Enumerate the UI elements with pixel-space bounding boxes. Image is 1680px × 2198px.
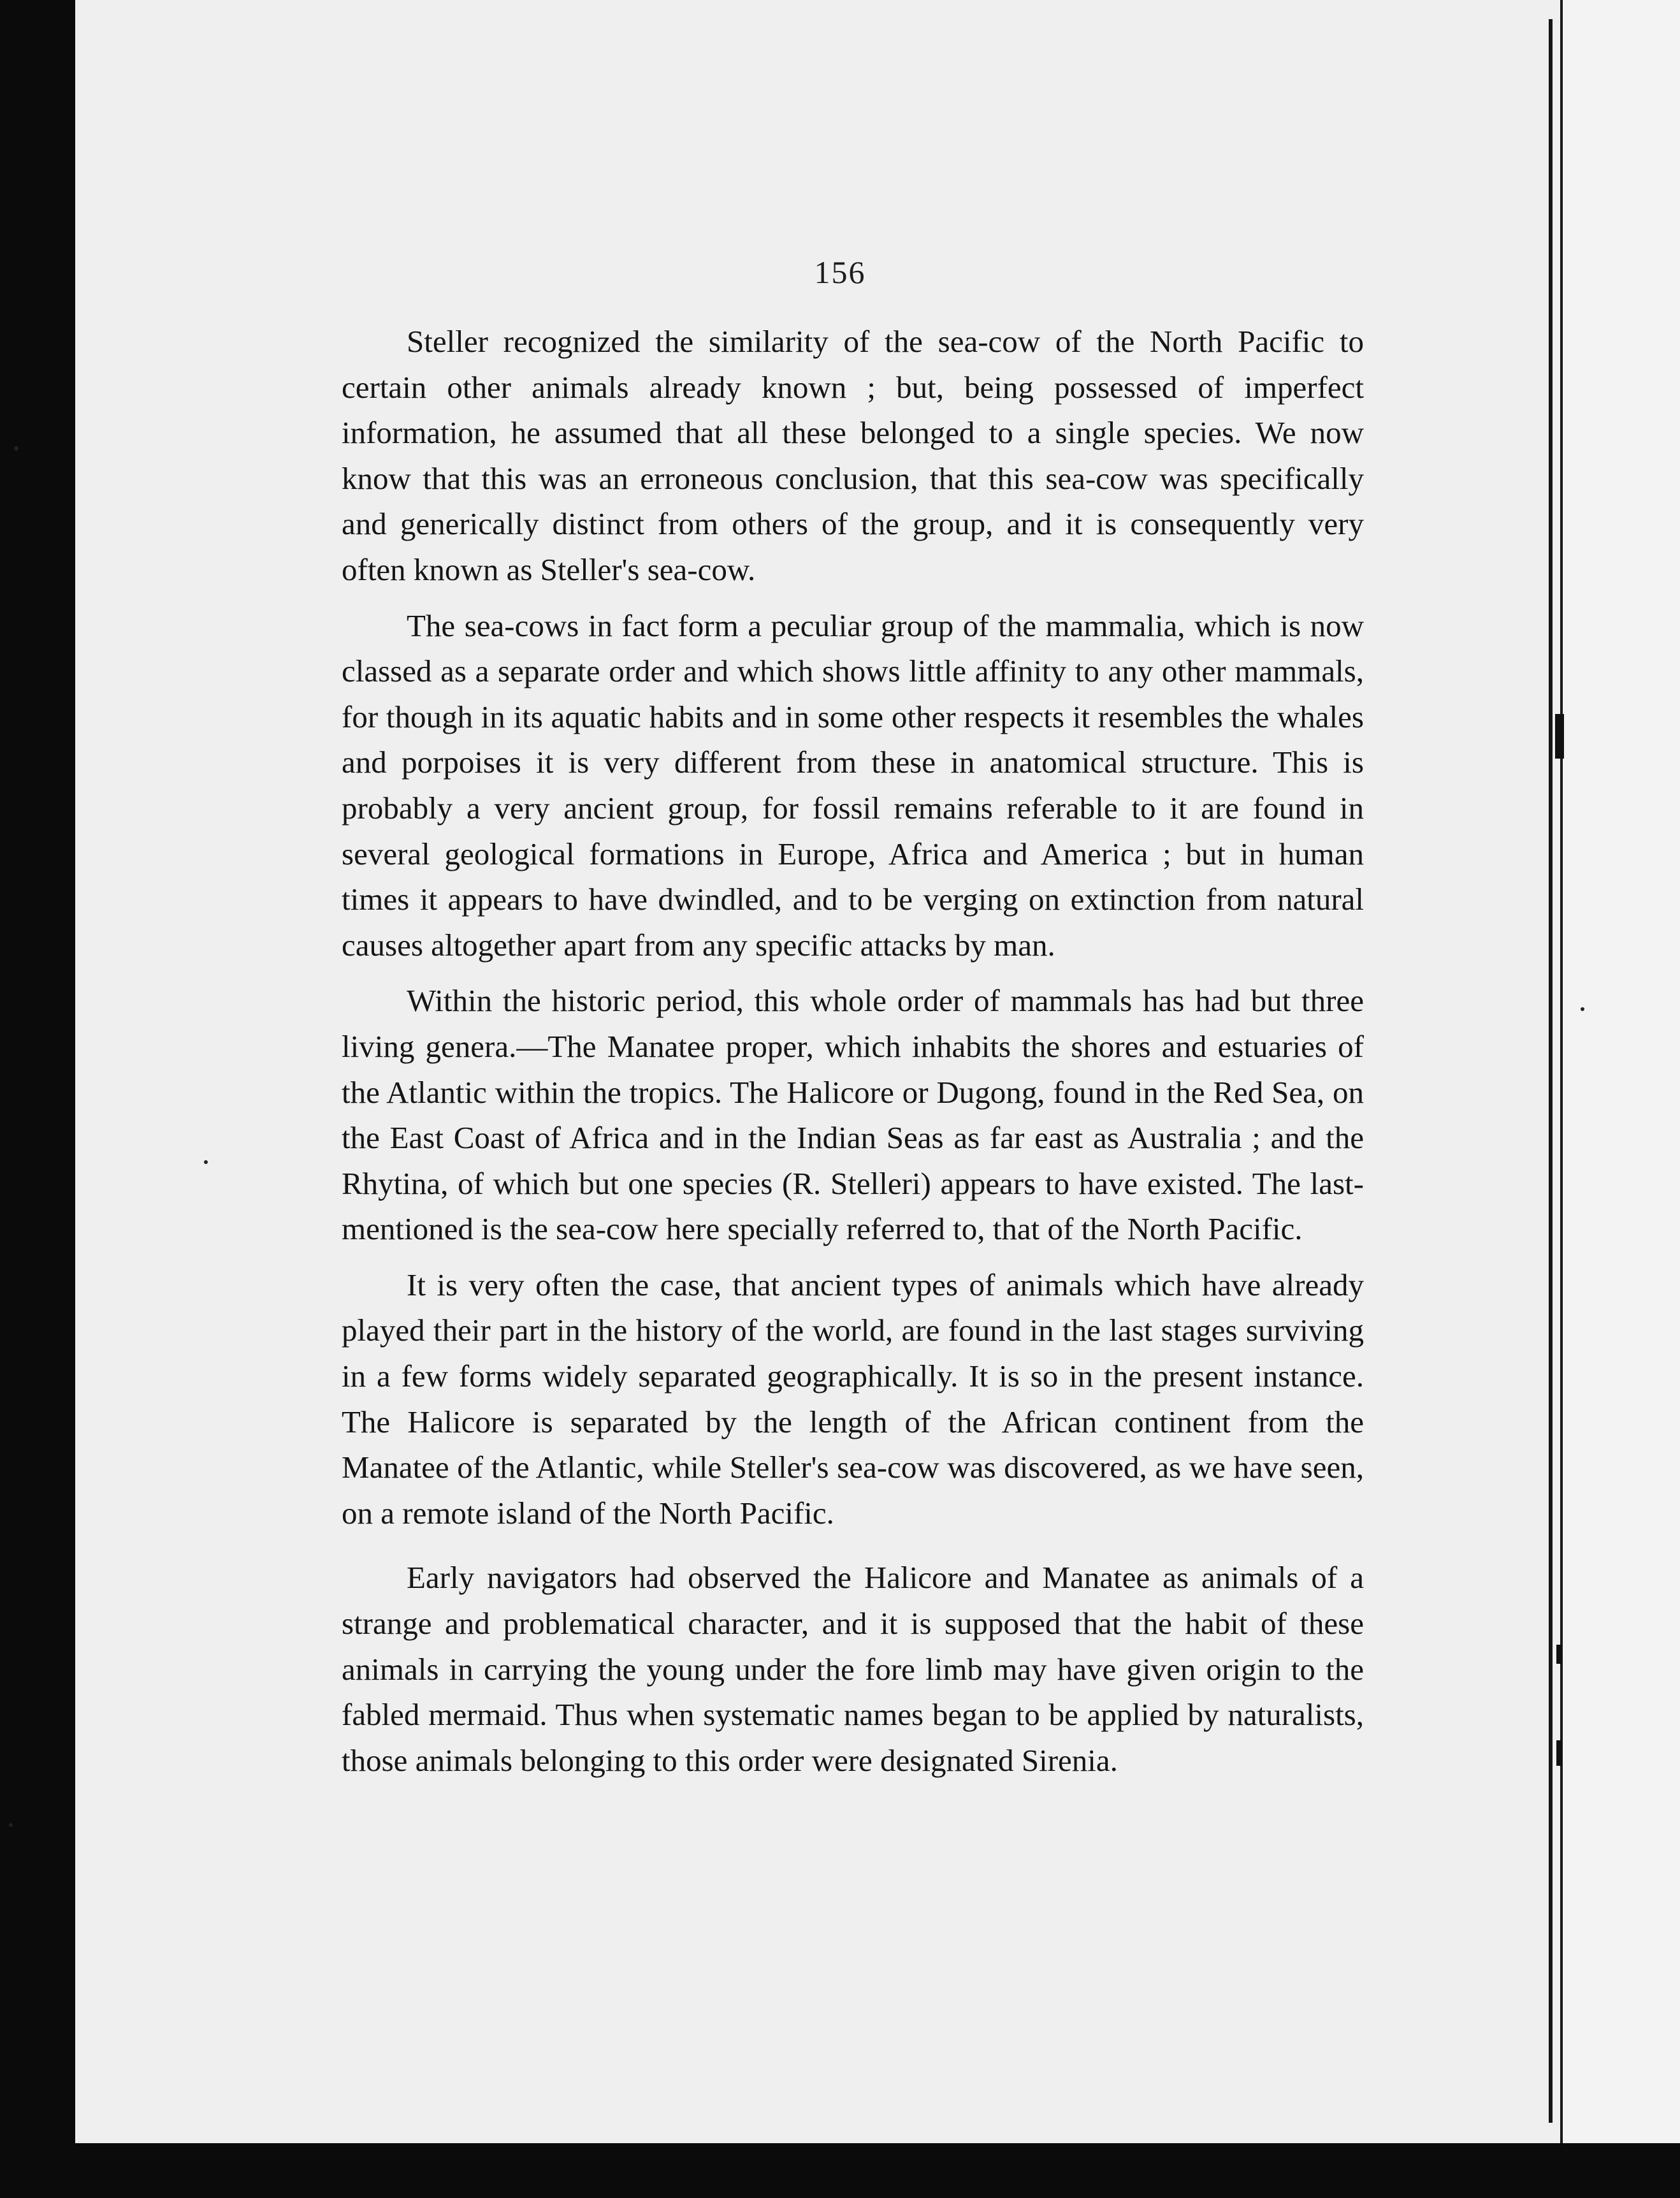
edge-mark (1556, 1645, 1563, 1664)
scan-speck (14, 446, 18, 451)
scan-speck (1581, 1007, 1584, 1011)
paragraph: Steller recognized the similarity of the sea-cow of the North Pacific to certain other animals already known ; but, being possessed of imperfect information, he assumed that all these belonged to a single species. We now know that this was an erroneous conclusion, that this sea-cow was specifically and generically distinct from others of the group, and it is consequently very often known as Steller's sea-cow. (342, 324, 1364, 587)
body-text (342, 319, 1364, 1793)
paragraph: Within the historic period, this whole order of mammals has had but three living genera.—The Manatee proper, which inhabits the shores and estuaries of the Atlantic within the tropics. The Halicore or Dugong, found in the Red Sea, on the East Coast of Africa and in the Indian Seas as far east as Australia ; and the Rhytina, of which but one species (R. Stelleri) appears to have existed. The last-mentioned is the sea-cow here specially referred to, that of the North Pacific. (342, 983, 1364, 1247)
paragraph: The sea-cows in fact form a peculiar group of the mammalia, which is now classed as a separate order and which shows little affinity to any other mammals, for though in its aquatic habits and in some other respects it resembles the whales and porpoises it is very different from these in anatomical structure. This is probably a very ancient group, for fossil remains referable to it are found in several geological formations in Europe, Africa and America ; but in human times it appears to have dwindled, and to be verging on extinction from natural causes altogether apart from any specific attacks by man. (342, 608, 1364, 963)
paragraph: Early navigators had observed the Halicore and Manatee as animals of a strange and problematical character, and it is supposed that the habit of these animals in carrying the young under the fore limb may have given origin to the fabled mermaid. Thus when systematic names began to be applied by naturalists, those animals belonging to this order were designated Sirenia. (342, 1560, 1364, 1778)
scan-speck (9, 1823, 13, 1827)
edge-mark (1556, 1740, 1563, 1766)
adjacent-page-edge (1563, 0, 1680, 2198)
paragraph: It is very often the case, that ancient types of animals which have already played their part in the history of the world, are found in the last stages surviving in a few forms widely separated geographically. It is so in the present instance. The Halicore is separated by the length of the African continent from the Manatee of the Atlantic, while Steller's sea-cow was discovered, as we have seen, on a remote island of the North Pacific. (342, 1267, 1364, 1531)
edge-mark (1555, 714, 1564, 759)
scan-speck (204, 1160, 208, 1164)
page-number: 156 (814, 254, 866, 290)
scan-border-bottom (0, 2143, 1680, 2198)
page-edge-shadow (1549, 19, 1553, 2123)
